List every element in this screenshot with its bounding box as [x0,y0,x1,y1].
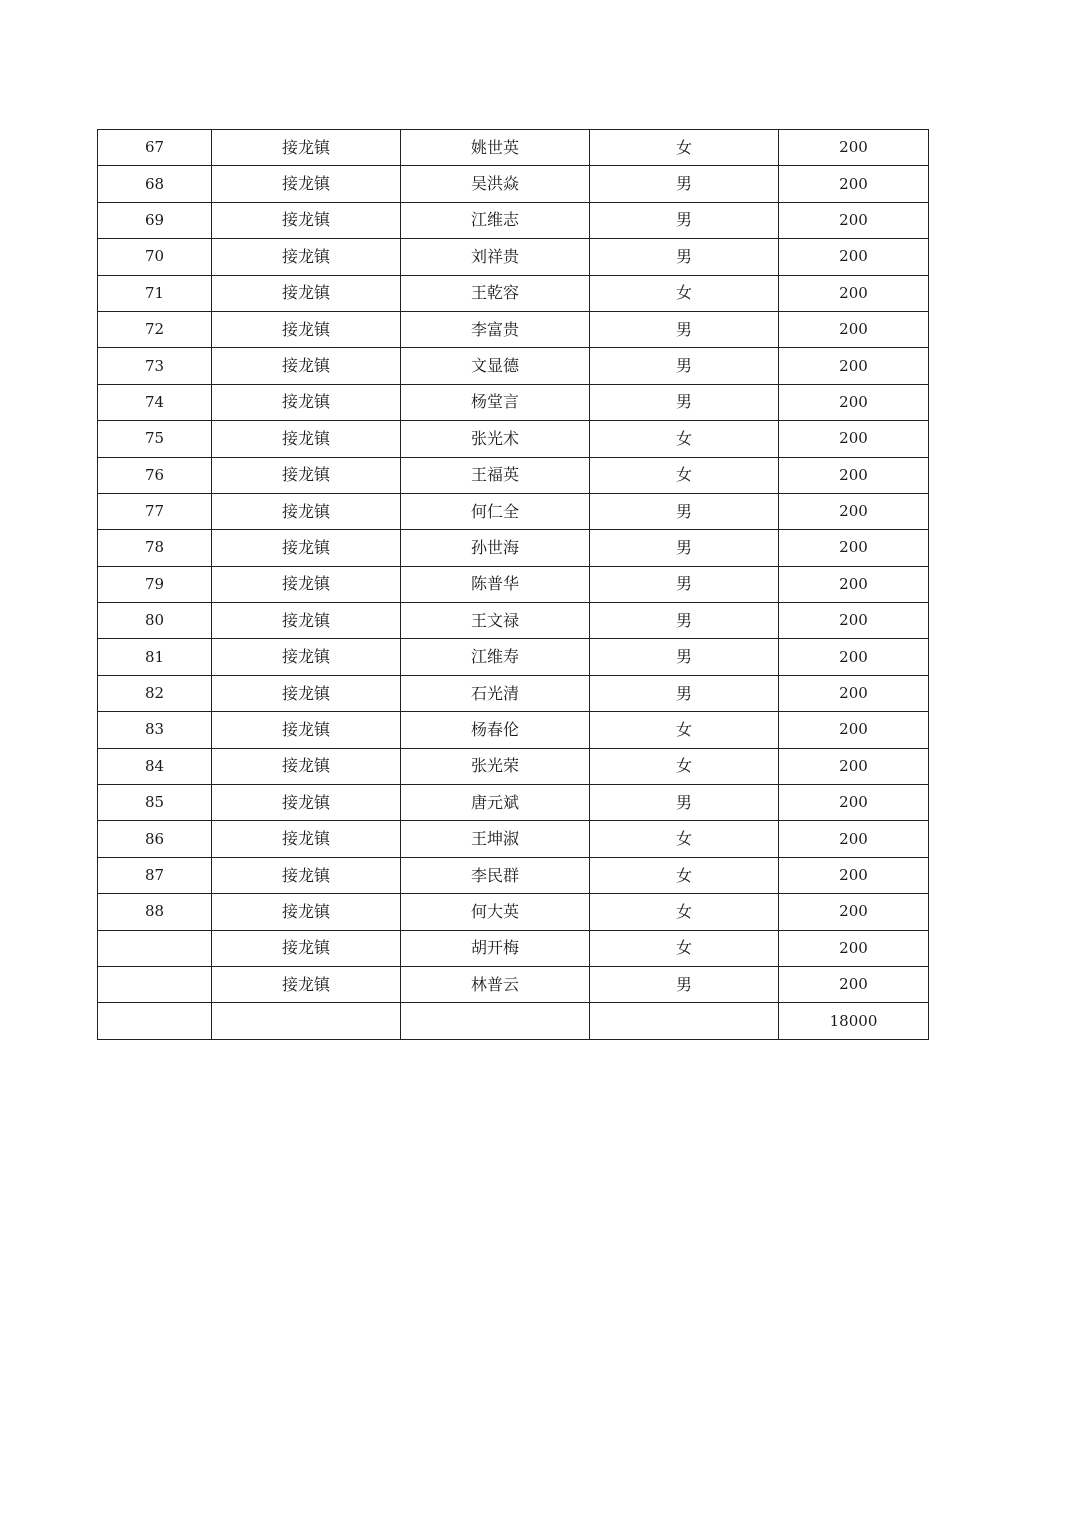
amount-cell: 200 [779,821,929,857]
town-cell: 接龙镇 [212,748,401,784]
town-cell: 接龙镇 [212,530,401,566]
table-row [98,493,929,529]
table-row [98,202,929,238]
table-row [98,166,929,202]
row-number-cell: 84 [98,748,212,784]
row-number-cell: 80 [98,603,212,639]
total-row [98,1003,929,1039]
town-cell: 接龙镇 [212,566,401,602]
town-cell: 接龙镇 [212,712,401,748]
amount-cell: 200 [779,493,929,529]
gender-cell: 女 [590,421,779,457]
amount-cell: 200 [779,421,929,457]
row-number-cell: 70 [98,239,212,275]
name-cell: 姚世英 [401,130,590,166]
name-cell: 唐元斌 [401,785,590,821]
town-cell [212,1003,401,1039]
amount-cell: 200 [779,239,929,275]
amount-cell: 200 [779,311,929,347]
gender-cell: 男 [590,493,779,529]
amount-cell: 200 [779,748,929,784]
amount-cell: 200 [779,785,929,821]
amount-cell: 200 [779,675,929,711]
gender-cell: 男 [590,966,779,1002]
town-cell: 接龙镇 [212,457,401,493]
town-cell: 接龙镇 [212,894,401,930]
gender-cell: 男 [590,348,779,384]
row-number-cell: 79 [98,566,212,602]
name-cell: 石光清 [401,675,590,711]
table-row [98,130,929,166]
name-cell: 张光术 [401,421,590,457]
gender-cell: 女 [590,857,779,893]
town-cell: 接龙镇 [212,821,401,857]
gender-cell: 女 [590,457,779,493]
row-number-cell [98,930,212,966]
gender-cell: 男 [590,603,779,639]
town-cell: 接龙镇 [212,311,401,347]
table-row [98,966,929,1002]
town-cell: 接龙镇 [212,603,401,639]
gender-cell: 男 [590,566,779,602]
gender-cell: 女 [590,930,779,966]
row-number-cell: 67 [98,130,212,166]
row-number-cell [98,966,212,1002]
table-row [98,930,929,966]
name-cell [401,1003,590,1039]
amount-cell: 200 [779,603,929,639]
row-number-cell: 86 [98,821,212,857]
name-cell: 孙世海 [401,530,590,566]
town-cell: 接龙镇 [212,966,401,1002]
gender-cell [590,1003,779,1039]
amount-cell: 200 [779,384,929,420]
gender-cell: 男 [590,166,779,202]
table-row [98,821,929,857]
table-row [98,311,929,347]
amount-cell: 200 [779,348,929,384]
table-row [98,712,929,748]
table-row [98,675,929,711]
row-number-cell: 75 [98,421,212,457]
gender-cell: 女 [590,821,779,857]
amount-cell: 18000 [779,1003,929,1039]
table-row [98,857,929,893]
table-row [98,421,929,457]
amount-cell: 200 [779,857,929,893]
town-cell: 接龙镇 [212,785,401,821]
amount-cell: 200 [779,275,929,311]
name-cell: 文显德 [401,348,590,384]
gender-cell: 男 [590,785,779,821]
amount-cell: 200 [779,202,929,238]
table-row [98,748,929,784]
amount-cell: 200 [779,457,929,493]
table-row [98,894,929,930]
roster-table-body [98,130,929,1040]
gender-cell: 女 [590,130,779,166]
name-cell: 刘祥贵 [401,239,590,275]
name-cell: 王坤淑 [401,821,590,857]
row-number-cell: 74 [98,384,212,420]
name-cell: 陈普华 [401,566,590,602]
name-cell: 王乾容 [401,275,590,311]
table-row [98,639,929,675]
table-row [98,566,929,602]
name-cell: 江维寿 [401,639,590,675]
gender-cell: 男 [590,675,779,711]
amount-cell: 200 [779,639,929,675]
name-cell: 李民群 [401,857,590,893]
gender-cell: 女 [590,712,779,748]
town-cell: 接龙镇 [212,930,401,966]
row-number-cell: 68 [98,166,212,202]
town-cell: 接龙镇 [212,493,401,529]
name-cell: 何仁全 [401,493,590,529]
gender-cell: 男 [590,384,779,420]
town-cell: 接龙镇 [212,130,401,166]
name-cell: 李富贵 [401,311,590,347]
gender-cell: 男 [590,202,779,238]
row-number-cell: 81 [98,639,212,675]
table-row [98,384,929,420]
row-number-cell: 85 [98,785,212,821]
row-number-cell [98,1003,212,1039]
row-number-cell: 82 [98,675,212,711]
table-row [98,348,929,384]
table-row [98,785,929,821]
gender-cell: 女 [590,748,779,784]
town-cell: 接龙镇 [212,421,401,457]
town-cell: 接龙镇 [212,639,401,675]
amount-cell: 200 [779,930,929,966]
amount-cell: 200 [779,966,929,1002]
row-number-cell: 69 [98,202,212,238]
name-cell: 张光荣 [401,748,590,784]
town-cell: 接龙镇 [212,202,401,238]
name-cell: 江维志 [401,202,590,238]
town-cell: 接龙镇 [212,384,401,420]
row-number-cell: 78 [98,530,212,566]
row-number-cell: 87 [98,857,212,893]
town-cell: 接龙镇 [212,166,401,202]
amount-cell: 200 [779,566,929,602]
town-cell: 接龙镇 [212,348,401,384]
gender-cell: 女 [590,275,779,311]
gender-cell: 男 [590,639,779,675]
amount-cell: 200 [779,130,929,166]
town-cell: 接龙镇 [212,275,401,311]
name-cell: 杨春伦 [401,712,590,748]
table-row [98,275,929,311]
row-number-cell: 88 [98,894,212,930]
town-cell: 接龙镇 [212,239,401,275]
row-number-cell: 77 [98,493,212,529]
amount-cell: 200 [779,712,929,748]
gender-cell: 男 [590,239,779,275]
name-cell: 胡开梅 [401,930,590,966]
gender-cell: 男 [590,311,779,347]
name-cell: 林普云 [401,966,590,1002]
town-cell: 接龙镇 [212,675,401,711]
row-number-cell: 72 [98,311,212,347]
row-number-cell: 83 [98,712,212,748]
table-row [98,530,929,566]
name-cell: 王文禄 [401,603,590,639]
name-cell: 何大英 [401,894,590,930]
amount-cell: 200 [779,894,929,930]
amount-cell: 200 [779,530,929,566]
gender-cell: 女 [590,894,779,930]
row-number-cell: 71 [98,275,212,311]
name-cell: 吴洪焱 [401,166,590,202]
roster-table [97,129,929,1040]
town-cell: 接龙镇 [212,857,401,893]
table-row [98,457,929,493]
table-row [98,239,929,275]
name-cell: 杨堂言 [401,384,590,420]
name-cell: 王福英 [401,457,590,493]
amount-cell: 200 [779,166,929,202]
row-number-cell: 76 [98,457,212,493]
table-row [98,603,929,639]
gender-cell: 男 [590,530,779,566]
row-number-cell: 73 [98,348,212,384]
